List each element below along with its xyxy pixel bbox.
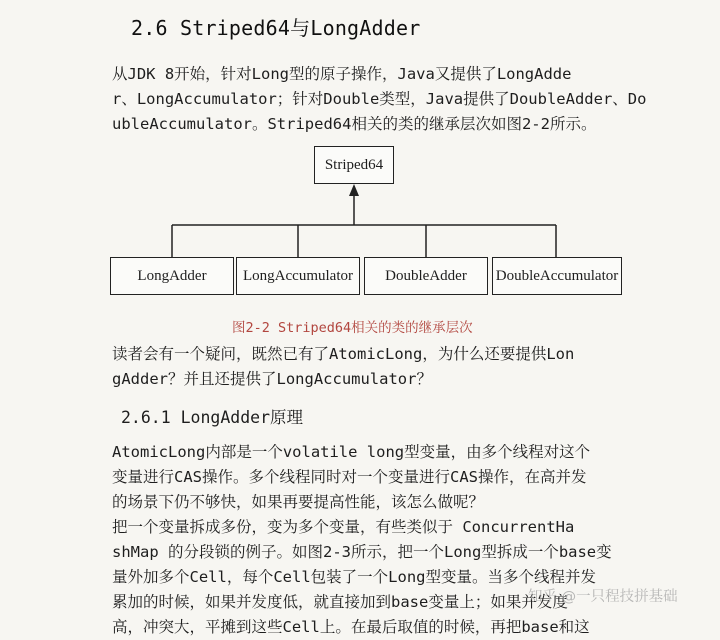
text-line: 量外加多个Cell，每个Cell包装了一个Long型变量。当多个线程并发 [112, 568, 596, 586]
figure-caption: 图2-2 Striped64相关的类的继承层次 [232, 320, 473, 336]
text-line: 从JDK 8开始，针对Long型的原子操作，Java又提供了LongAdde [112, 65, 572, 83]
class-box-longadder: LongAdder [110, 257, 234, 295]
watermark: 知乎 @一只程技拼基础 [528, 589, 678, 605]
text-line: 把一个变量拆成多份，变为多个变量，有些类似于 ConcurrentHa [112, 518, 575, 536]
class-box-doubleadder: DoubleAdder [364, 257, 488, 295]
text-line: shMap 的分段锁的例子。如图2-3所示，把一个Long型拆成一个base变 [112, 543, 612, 561]
class-box-longaccumulator: LongAccumulator [236, 257, 360, 295]
text-line: ubleAccumulator。Striped64相关的类的继承层次如图2-2所示。 [112, 115, 597, 133]
text-line: AtomicLong内部是一个volatile long型变量，由多个线程对这个 [112, 443, 591, 461]
text-line: r、LongAccumulator；针对Double类型，Java提供了DoubleAdder、Do [112, 90, 647, 108]
subsection-title: 2.6.1 LongAdder原理 [121, 408, 304, 427]
inheritance-arrowhead [349, 184, 359, 196]
class-box-doubleaccumulator: DoubleAccumulator [492, 257, 622, 295]
text-line: 累加的时候，如果并发度低，就直接加到base变量上；如果并发度 [112, 593, 568, 611]
text-line: 变量进行CAS操作。多个线程同时对一个变量进行CAS操作，在高并发 [112, 468, 587, 486]
text-line: 读者会有一个疑问，既然已有了AtomicLong，为什么还要提供Lon [112, 345, 575, 363]
question-paragraph [112, 342, 666, 392]
principle-paragraph [112, 440, 666, 515]
section-title: 2.6 Striped64与LongAdder [131, 16, 421, 40]
class-box-striped64: Striped64 [314, 146, 394, 184]
text-line: 的场景下仍不够快，如果再要提高性能，该怎么做呢？ [112, 493, 485, 511]
text-line: 高，冲突大，平摊到这些Cell上。在最后取值的时候，再把base和这 [112, 618, 590, 636]
text-line: gAdder？并且还提供了LongAccumulator？ [112, 370, 432, 388]
split-paragraph [112, 515, 666, 640]
